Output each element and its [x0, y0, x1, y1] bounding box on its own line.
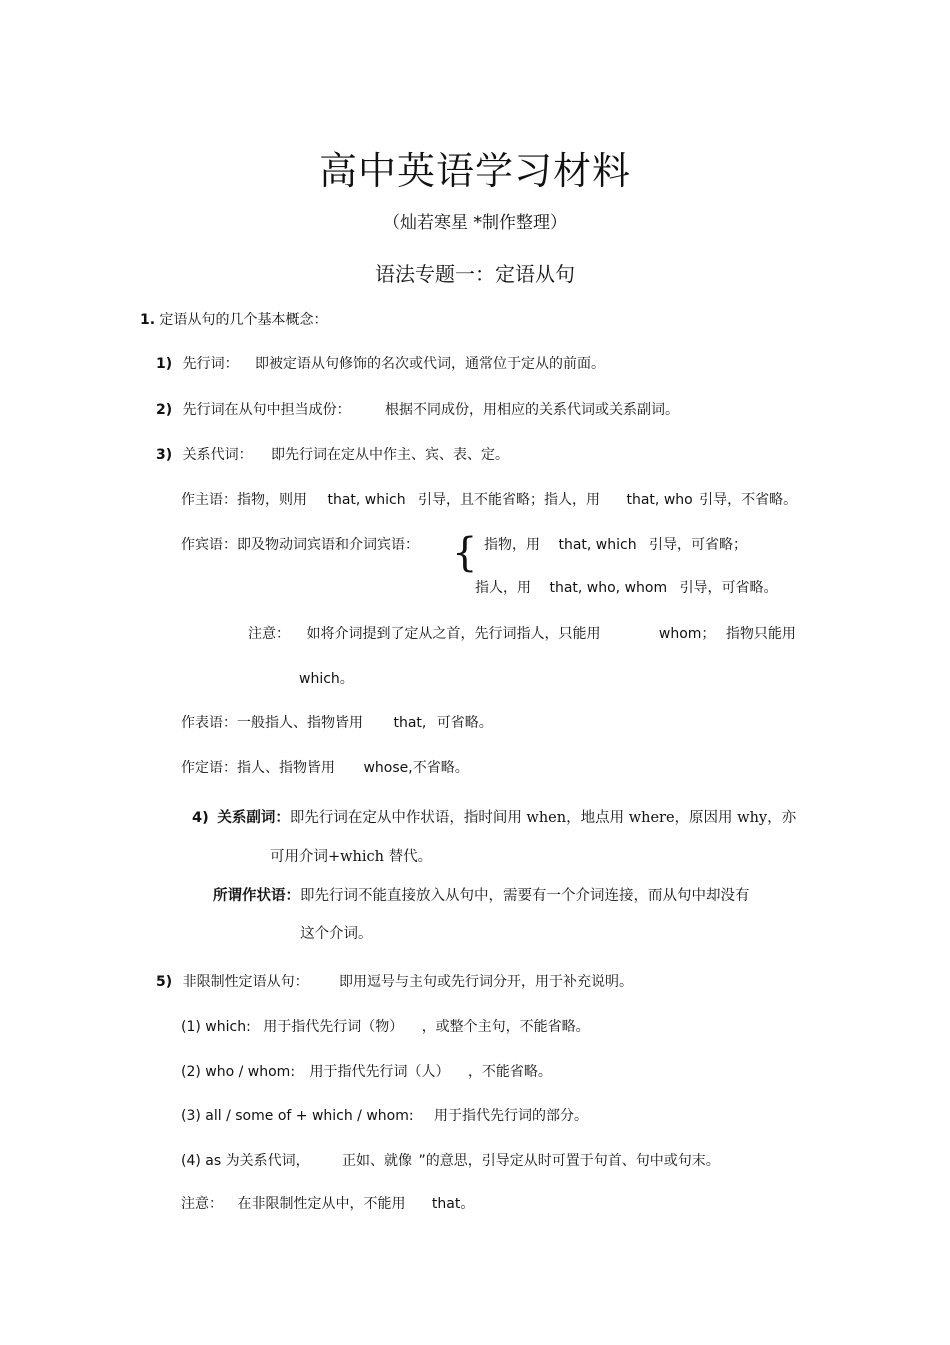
item-5-note [181, 1193, 474, 1213]
item-number: 4) [192, 810, 209, 826]
item-4-line-2: 可用介词+which 替代。 [270, 849, 433, 865]
section-1-heading [140, 309, 328, 329]
item-number: 2) [156, 402, 173, 418]
brace-symbol: { [452, 530, 478, 576]
adverbial-explanation [213, 884, 750, 905]
item-3 [156, 444, 509, 464]
adverbial-line-2: 这个介词。 [300, 926, 373, 942]
text-span: 用于指代先行词（人） [309, 1064, 450, 1080]
text-span: 引导，不省略。 [699, 492, 798, 508]
item-number: 5) [156, 974, 173, 990]
text-span: 作主语：指物，则用 [181, 492, 307, 508]
item-text: 即被定语从句修饰的名次或代词，通常位于定从的前面。 [255, 356, 606, 372]
document-subtitle: （灿若寒星 *制作整理） [383, 213, 567, 233]
item-4 [192, 806, 796, 827]
note-1 [248, 623, 796, 643]
item-5-sub-3 [181, 1105, 588, 1125]
keyword: whom； [658, 626, 716, 642]
text-span: ，或整个主句，不能省略。 [421, 1019, 590, 1035]
text-span: 引导，可省略。 [679, 580, 778, 596]
item-label: 关系副词： [217, 810, 290, 826]
keyword: (3) all / some of + which / whom: [181, 1108, 414, 1124]
note-label: 注意： [181, 1196, 223, 1212]
object-label: 作宾语：即及物动词宾语和介词宾语： [181, 537, 419, 553]
topic-heading: 语法专题一：定语从句 [375, 262, 575, 286]
text-span: 可省略。 [436, 715, 493, 731]
item-text: 即用逗号与主句或先行词分开，用于补充说明。 [339, 974, 634, 990]
predicative-line [181, 712, 493, 732]
keyword: (1) which: [181, 1019, 251, 1035]
item-5 [156, 971, 633, 991]
subject-line [181, 489, 797, 509]
item-2 [156, 399, 679, 419]
text-span: 引导，且不能省略；指人，用 [418, 492, 601, 508]
note-label: 注意： [248, 626, 290, 642]
note-1-line-2: which。 [299, 671, 354, 687]
item-label: 非限制性定语从句： [182, 974, 309, 990]
text-span: 引导，可省略； [649, 537, 748, 553]
item-1 [156, 353, 605, 373]
note-text: 在非限制性定从中，不能用 [237, 1196, 406, 1212]
text-span: 用于指代先行词的部分。 [434, 1108, 589, 1124]
keyword: that, who, whom [549, 580, 668, 596]
object-line-2 [475, 577, 778, 597]
keyword: (2) who / whom: [181, 1064, 296, 1080]
item-label: 先行词： [182, 356, 239, 372]
item-label: 先行词在从句中担当成份： [182, 402, 351, 418]
text-span: ”的意思，引导定从时可置于句首、句中或句末。 [418, 1153, 720, 1169]
text-span: (4) as 为关系代词， [181, 1153, 310, 1169]
text-span: 作定语：指人、指物皆用 [181, 760, 335, 776]
text-span: ，不能省略。 [467, 1064, 552, 1080]
section-heading-text: 定语从句的几个基本概念： [159, 312, 328, 328]
text-span: 用于指代先行词（物） [263, 1019, 404, 1035]
item-5-sub-4 [181, 1150, 720, 1170]
text-span: 作表语：一般指人、指物皆用 [181, 715, 363, 731]
document-title: 高中英语学习材料 [318, 149, 631, 193]
note-text: 如将介词提到了定从之首，先行词指人，只能用 [306, 626, 601, 642]
item-text: 根据不同成份，用相应的关系代词或关系副词。 [385, 402, 680, 418]
keyword: that, which [327, 492, 406, 508]
keyword: that, who [626, 492, 693, 508]
note-text: 指物只能用 [725, 626, 796, 642]
item-text: 即先行词在定从中作状语，指时间用 when，地点用 where，原因用 why，亦 [289, 810, 797, 826]
attributive-line [181, 757, 469, 777]
item-number: 1) [156, 356, 173, 372]
item-5-sub-2 [181, 1061, 552, 1081]
item-number: 3) [156, 447, 173, 463]
item-text: 即先行词在定从中作主、宾、表、定。 [271, 447, 510, 463]
adverbial-label: 所谓作状语： [213, 888, 300, 904]
section-number: 1. [140, 312, 156, 328]
keyword: that, which [558, 537, 637, 553]
object-line-1 [484, 534, 747, 554]
adverbial-text: 即先行词不能直接放入从句中，需要有一个介词连接，而从句中却没有 [300, 888, 750, 904]
text-span: 指物，用 [484, 537, 540, 553]
keyword: that。 [431, 1196, 475, 1212]
item-5-sub-1 [181, 1016, 590, 1036]
item-label: 关系代词： [182, 447, 253, 463]
keyword: that, [393, 715, 427, 731]
keyword: whose,不省略。 [363, 760, 469, 776]
text-span: 指人，用 [475, 580, 531, 596]
text-span: 正如、就像 [342, 1153, 413, 1169]
